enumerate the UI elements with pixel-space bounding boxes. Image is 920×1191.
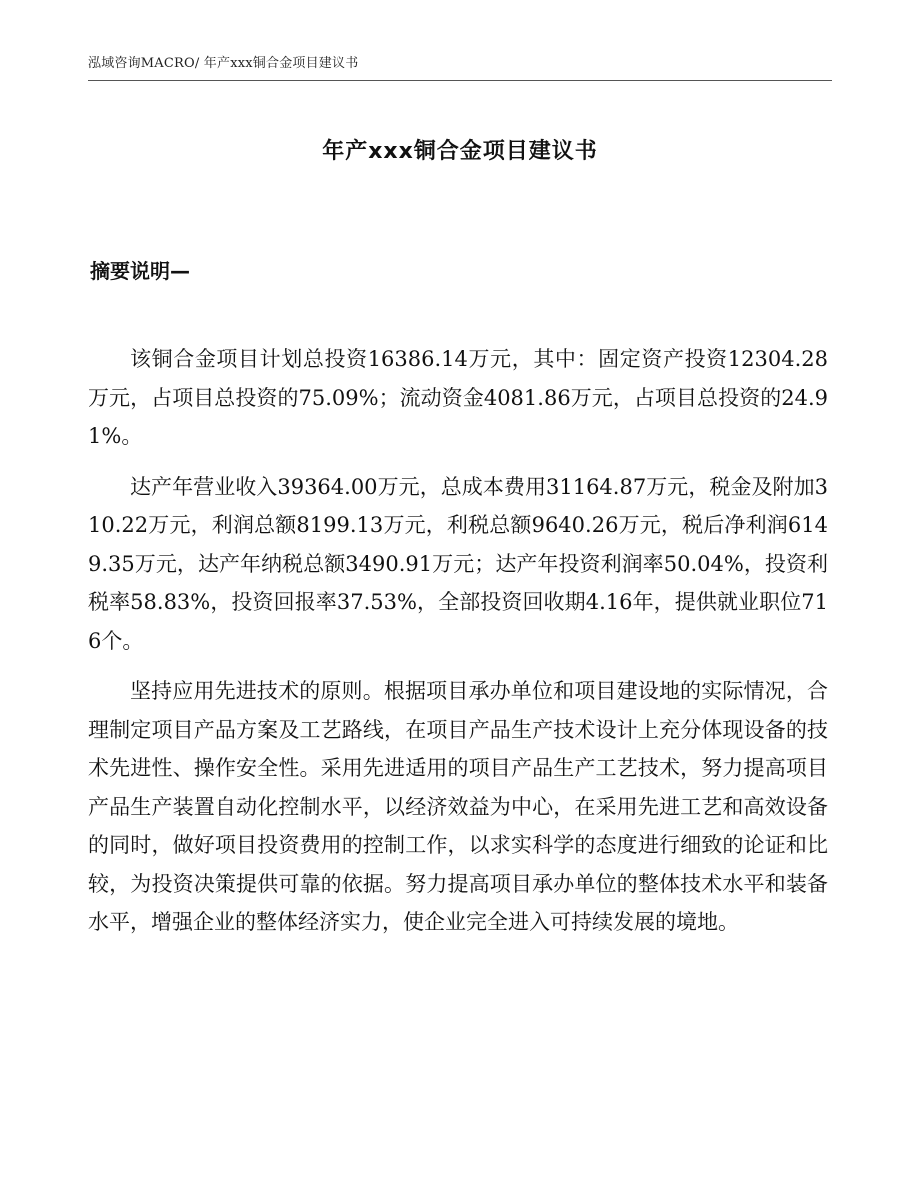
paragraph-financials: 达产年营业收入39364.00万元，总成本费用31164.87万元，税金及附加310.22万元，利润总额8199.13万元，利税总额9640.26万元，税后净利润6149.35万元，达产年纳税总额3490.91万元；达产年投资利润率50.04%，投资利税率58.83%，投资回报率37.53%，全部投资回收期4.16年，提供就业职位716个。 — [88, 474, 828, 653]
header-divider — [88, 80, 832, 81]
section-heading-summary: 摘要说明— — [90, 259, 190, 283]
document-title: 年产xxx铜合金项目建议书 — [322, 139, 598, 164]
paragraph-technology-principle: 坚持应用先进技术的原则。根据项目承办单位和项目建设地的实际情况，合理制定项目产品方案及工艺路线，在项目产品生产技术设计上充分体现设备的技术先进性、操作安全性。采用先进适用的项目产品生产工艺技术，努力提高项目产品生产装置自动化控制水平，以经济效益为中心，在采用先进工艺和高效设备的同时，做好项目投资费用的控制工作，以求实科学的态度进行细致的论证和比较，为投资决策提供可靠的依据。努力提高项目承办单位的整体技术水平和装备水平，增强企业的整体经济实力，使企业完全进入可持续发展的境地。 — [88, 679, 828, 934]
page-header-text: 泓域咨询MACRO/ 年产xxx铜合金项目建议书 — [88, 56, 359, 71]
paragraph-investment: 该铜合金项目计划总投资16386.14万元，其中：固定资产投资12304.28万元，占项目总投资的75.09%；流动资金4081.86万元，占项目总投资的24.91%。 — [88, 347, 828, 448]
document-body — [88, 340, 828, 954]
